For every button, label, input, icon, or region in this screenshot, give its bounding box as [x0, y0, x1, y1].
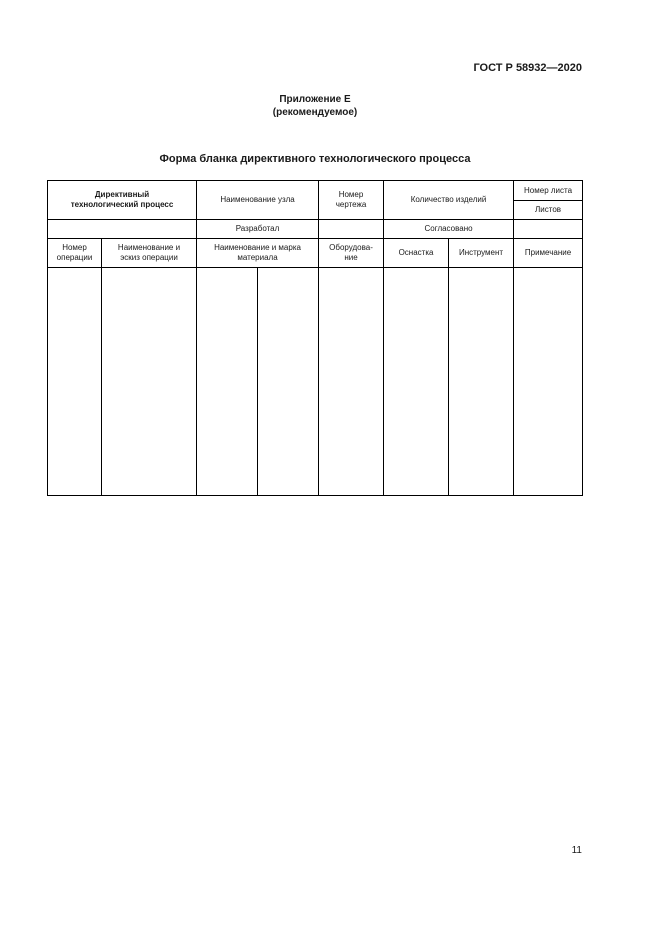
appendix-title [0, 93, 630, 119]
body-cell-tooling [384, 268, 449, 496]
body-cell-equipment [319, 268, 384, 496]
col-tooling: Оснастка [384, 239, 449, 268]
process-form-table [47, 180, 583, 496]
sheet-number-cell: Номер листа [514, 181, 583, 201]
sheets-cell: Листов [514, 201, 583, 220]
body-cell-note [514, 268, 583, 496]
col-operation-name: Наименование и эскиз операции [102, 239, 197, 268]
developed-cell: Разработал [197, 220, 319, 239]
col-operation-number: Номер операции [48, 239, 102, 268]
appendix-status: (рекомендуемое) [272, 107, 358, 118]
developed-value-cell [319, 220, 384, 239]
agreed-value-cell [514, 220, 583, 239]
col-tool: Инструмент [449, 239, 514, 268]
developed-empty-cell [48, 220, 197, 239]
body-cell-operation-name [102, 268, 197, 496]
drawing-number-cell: Номер чертежа [319, 181, 384, 220]
node-name-cell: Наименование узла [197, 181, 319, 220]
col-material: Наименование и марка материала [197, 239, 319, 268]
body-cell-material-name [197, 268, 258, 496]
agreed-cell: Согласовано [384, 220, 514, 239]
product-quantity-cell: Количество изделий [384, 181, 514, 220]
body-cell-operation-number [48, 268, 102, 496]
col-note: Примечание [514, 239, 583, 268]
process-label-cell: Директивный технологический процесс [48, 181, 197, 220]
standard-code: ГОСТ Р 58932—2020 [473, 62, 582, 74]
form-title: Форма бланка директивного технологического процесса [159, 153, 471, 165]
body-cell-material-grade [258, 268, 319, 496]
page-number: 11 [571, 845, 582, 856]
body-cell-tool [449, 268, 514, 496]
appendix-label: Приложение Е [279, 94, 351, 105]
table-row [48, 268, 583, 496]
col-equipment: Оборудова- ние [319, 239, 384, 268]
